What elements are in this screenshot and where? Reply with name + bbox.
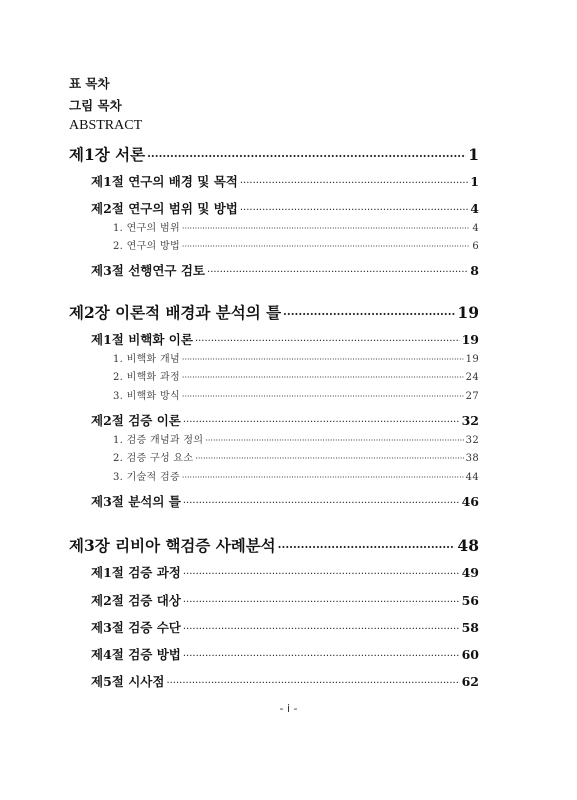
front-matter-abstract: ABSTRACT bbox=[69, 118, 143, 133]
toc-entry-label: 3. 기술적 검증 bbox=[113, 472, 180, 483]
toc-page-number: 46 bbox=[461, 494, 479, 509]
toc-page-number: 62 bbox=[461, 674, 479, 689]
toc-entry-label: 제1절 연구의 배경 및 목적 bbox=[91, 174, 238, 189]
toc-entry-label: 제4절 검증 방법 bbox=[91, 647, 181, 662]
dot-leader bbox=[183, 567, 460, 583]
toc-entry-label: 1. 비핵화 개념 bbox=[113, 354, 180, 365]
toc-section-row[interactable] bbox=[91, 201, 479, 219]
dot-leader bbox=[147, 147, 466, 167]
dot-leader bbox=[283, 305, 455, 325]
dot-leader bbox=[240, 203, 468, 219]
toc-sub-row[interactable] bbox=[113, 390, 479, 403]
toc-section-row[interactable] bbox=[91, 647, 479, 665]
toc-entry-label: 제3절 분석의 틀 bbox=[91, 494, 181, 509]
toc-entry-label: 제3절 검증 수단 bbox=[91, 620, 181, 635]
toc-section-row[interactable] bbox=[91, 593, 479, 611]
dot-leader bbox=[195, 452, 463, 465]
dot-leader bbox=[182, 471, 464, 484]
toc-page-number: 4 bbox=[470, 201, 479, 216]
toc-entry-label: 2. 비핵화 과정 bbox=[113, 372, 180, 383]
toc-entry-label: 3. 비핵화 방식 bbox=[113, 391, 180, 402]
dot-leader bbox=[183, 622, 460, 638]
toc-page-number: 27 bbox=[465, 391, 479, 402]
dot-leader bbox=[182, 390, 464, 403]
dot-leader bbox=[182, 371, 464, 384]
toc-chapter-row[interactable] bbox=[69, 303, 479, 325]
toc-page-number: 1 bbox=[468, 145, 479, 164]
toc-entry-label: 제1절 검증 과정 bbox=[91, 565, 181, 580]
toc-page-number: 49 bbox=[461, 565, 479, 580]
toc-entry-label: 제1장 서론 bbox=[69, 145, 146, 164]
toc-section-row[interactable] bbox=[91, 174, 479, 192]
dot-leader bbox=[183, 496, 460, 512]
dot-leader bbox=[183, 595, 460, 611]
toc-page-number: 24 bbox=[465, 372, 479, 383]
toc-entry-label: 제2장 이론적 배경과 분석의 틀 bbox=[69, 303, 282, 322]
toc-page-number: 32 bbox=[461, 413, 479, 428]
dot-leader bbox=[182, 353, 464, 366]
toc-entry-label: 제2절 검증 이론 bbox=[91, 413, 181, 428]
toc-chapter-row[interactable] bbox=[69, 536, 479, 558]
toc-section-row[interactable] bbox=[91, 413, 479, 431]
dot-leader bbox=[278, 538, 456, 558]
toc-page-number: 4 bbox=[472, 223, 479, 234]
toc-sub-row[interactable] bbox=[113, 240, 479, 253]
toc-page-number: 56 bbox=[461, 593, 479, 608]
dot-leader bbox=[183, 649, 460, 665]
toc-section-row[interactable] bbox=[91, 263, 479, 281]
toc-chapter-row[interactable] bbox=[69, 145, 479, 167]
toc-section-row[interactable] bbox=[91, 620, 479, 638]
toc-section-row[interactable] bbox=[91, 565, 479, 583]
toc-section-row[interactable] bbox=[91, 674, 479, 692]
dot-leader bbox=[182, 222, 470, 235]
front-matter-table-list: 표 목차 bbox=[69, 76, 110, 91]
dot-leader bbox=[195, 334, 460, 350]
toc-entry-label: 2. 검증 구성 요소 bbox=[113, 453, 194, 464]
front-matter-figure-list: 그림 목차 bbox=[69, 98, 122, 113]
toc-page-number: 19 bbox=[465, 354, 479, 365]
toc-entry-label: 제2절 검증 대상 bbox=[91, 593, 181, 608]
toc-page-number: 44 bbox=[465, 472, 479, 483]
dot-leader bbox=[183, 415, 460, 431]
toc-section-row[interactable] bbox=[91, 494, 479, 512]
page-number-footer: - i - bbox=[279, 702, 298, 715]
toc-entry-label: 제2절 연구의 범위 및 방법 bbox=[91, 201, 238, 216]
toc-page-number: 48 bbox=[457, 536, 479, 555]
toc-sub-row[interactable] bbox=[113, 452, 479, 465]
toc-entry-label: 제3장 리비아 핵검증 사례분석 bbox=[69, 536, 276, 555]
toc-entry-label: 1. 연구의 범위 bbox=[113, 223, 180, 234]
toc-sub-row[interactable] bbox=[113, 434, 479, 447]
toc-page-number: 1 bbox=[470, 174, 479, 189]
toc-sub-row[interactable] bbox=[113, 222, 479, 235]
toc-sub-row[interactable] bbox=[113, 353, 479, 366]
dot-leader bbox=[182, 240, 470, 253]
toc-entry-label: 제3절 선행연구 검토 bbox=[91, 263, 206, 278]
toc-page-number: 8 bbox=[470, 263, 479, 278]
toc-page-number: 38 bbox=[465, 453, 479, 464]
toc-page-number: 32 bbox=[465, 435, 479, 446]
dot-leader bbox=[166, 676, 459, 692]
toc-entry-label: 제1절 비핵화 이론 bbox=[91, 332, 193, 347]
toc-page-number: 19 bbox=[461, 332, 479, 347]
dot-leader bbox=[240, 176, 468, 192]
toc-page-number: 6 bbox=[472, 241, 479, 252]
toc-sub-row[interactable] bbox=[113, 371, 479, 384]
toc-sub-row[interactable] bbox=[113, 471, 479, 484]
dot-leader bbox=[205, 434, 463, 447]
dot-leader bbox=[207, 265, 468, 281]
toc-section-row[interactable] bbox=[91, 332, 479, 350]
toc-entry-label: 1. 검증 개념과 정의 bbox=[113, 435, 204, 446]
toc-page-number: 19 bbox=[457, 303, 479, 322]
toc-entry-label: 제5절 시사점 bbox=[91, 674, 165, 689]
toc-page-number: 58 bbox=[461, 620, 479, 635]
toc-entry-label: 2. 연구의 방법 bbox=[113, 241, 180, 252]
toc-page-number: 60 bbox=[461, 647, 479, 662]
